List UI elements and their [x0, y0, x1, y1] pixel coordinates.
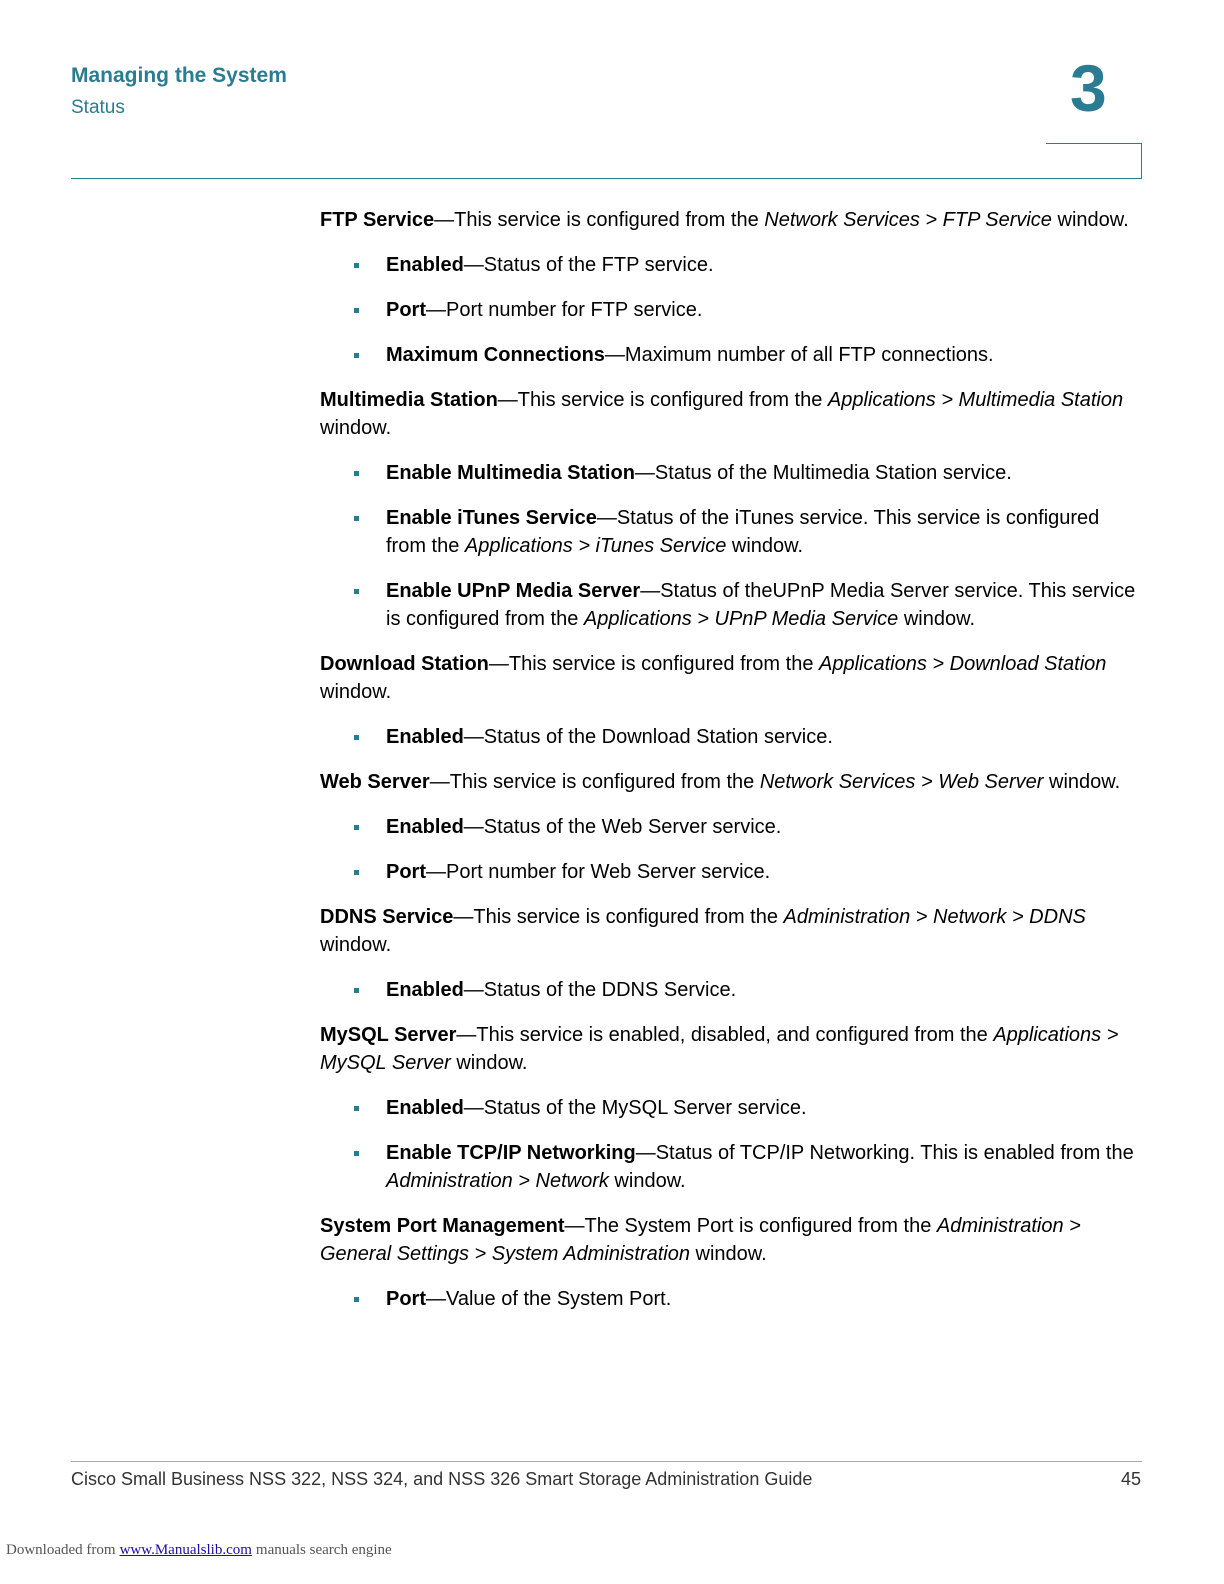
page-number: 45: [1120, 1469, 1141, 1489]
header-subtitle: Status: [71, 97, 125, 118]
bullet-list: [320, 459, 1142, 633]
section-ftp-service: [320, 206, 1142, 369]
bullet-icon: [354, 988, 359, 993]
main-content: [320, 206, 1142, 1330]
bullet-list: [320, 976, 1142, 1004]
bullet-icon: [354, 471, 359, 476]
bullet-list: [320, 723, 1142, 751]
list-item: Enabled—Status of the MySQL Server service.: [320, 1094, 1142, 1122]
footer-rule: [71, 1461, 1142, 1462]
list-item: Enable TCP/IP Networking—Status of TCP/IP Networking. This is enabled from the Administration > Network window.: [320, 1139, 1142, 1195]
chapter-tab-box: [1046, 143, 1142, 179]
list-item: Maximum Connections—Maximum number of all FTP connections.: [320, 341, 1142, 369]
list-item: Port—Port number for FTP service.: [320, 296, 1142, 324]
download-banner: [6, 1542, 392, 1559]
section-system-port-management: [320, 1212, 1142, 1313]
section-download-station: [320, 650, 1142, 751]
bullet-icon: [354, 1106, 359, 1111]
section-intro: Multimedia Station—This service is configured from the Applications > Multimedia Station window.: [320, 389, 1124, 439]
list-item: Enabled—Status of the FTP service.: [320, 251, 1142, 279]
section-intro: DDNS Service—This service is configured from the Administration > Network > DDNS window.: [320, 906, 1086, 956]
bullet-icon: [354, 825, 359, 830]
section-multimedia-station: [320, 386, 1142, 633]
section-ddns-service: [320, 903, 1142, 1004]
bullet-list: [320, 251, 1142, 369]
bullet-icon: [354, 1151, 359, 1156]
footer-guide-title: Cisco Small Business NSS 322, NSS 324, and NSS 326 Smart Storage Administration Guide: [71, 1469, 813, 1489]
bullet-list: [320, 1094, 1142, 1195]
list-item: Enable Multimedia Station—Status of the Multimedia Station service.: [320, 459, 1142, 487]
section-intro: Web Server—This service is configured from the Network Services > Web Server window.: [320, 771, 1121, 793]
bullet-icon: [354, 870, 359, 875]
download-suffix: manuals search engine: [255, 1542, 392, 1558]
list-item: Enabled—Status of the DDNS Service.: [320, 976, 1142, 1004]
bullet-icon: [354, 516, 359, 521]
bullet-icon: [354, 735, 359, 740]
bullet-list: [320, 813, 1142, 886]
list-item: Port—Port number for Web Server service.: [320, 858, 1142, 886]
manualslib-link[interactable]: www.Manualslib.com: [119, 1542, 252, 1558]
list-item: Enable iTunes Service—Status of the iTunes service. This service is configured from the Applications > iTunes Service window.: [320, 504, 1142, 560]
section-mysql-server: [320, 1021, 1142, 1195]
download-prefix: Downloaded from: [6, 1542, 116, 1558]
list-item: Enabled—Status of the Web Server service.: [320, 813, 1142, 841]
list-item: Enable UPnP Media Server—Status of theUPnP Media Server service. This service is configured from the Applications > UPnP Media Service window.: [320, 577, 1142, 633]
bullet-icon: [354, 589, 359, 594]
bullet-icon: [354, 353, 359, 358]
list-item: Enabled—Status of the Download Station service.: [320, 723, 1142, 751]
section-intro: System Port Management—The System Port is configured from the Administration > General Settings > System Administration window.: [320, 1215, 1081, 1265]
bullet-icon: [354, 308, 359, 313]
bullet-list: [320, 1285, 1142, 1313]
section-intro: MySQL Server—This service is enabled, disabled, and configured from the Applications > MySQL Server window.: [320, 1024, 1119, 1074]
header-rule: [71, 178, 1142, 179]
bullet-icon: [354, 263, 359, 268]
header-title: Managing the System: [71, 64, 287, 87]
chapter-number: 3: [1070, 51, 1107, 125]
section-intro: FTP Service—This service is configured from the Network Services > FTP Service window.: [320, 209, 1129, 231]
list-item: Port—Value of the System Port.: [320, 1285, 1142, 1313]
bullet-icon: [354, 1297, 359, 1302]
section-intro: Download Station—This service is configured from the Applications > Download Station window.: [320, 653, 1107, 703]
section-web-server: [320, 768, 1142, 886]
